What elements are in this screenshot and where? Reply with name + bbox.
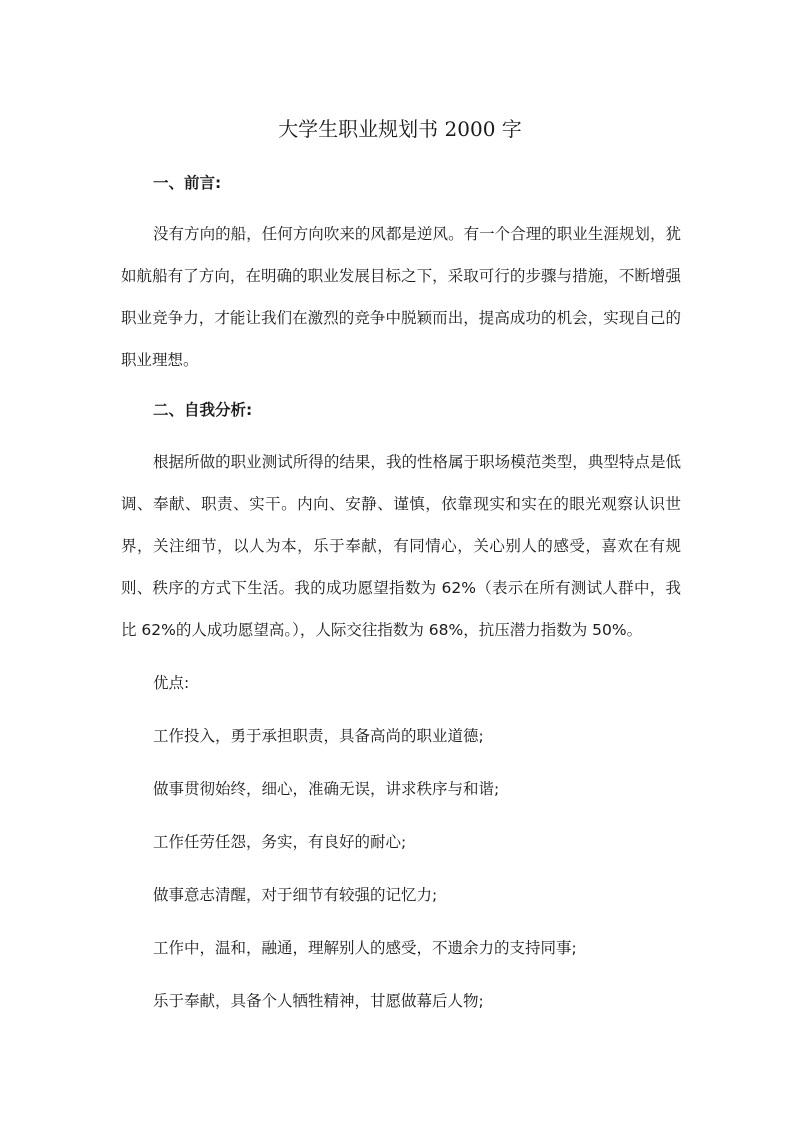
strength-item: 工作中，温和，融通，理解别人的感受，不遗余力的支持同事; [153,939,577,957]
document-title: 大学生职业规划书 2000 字 [278,117,522,141]
strength-item: 做事意志清醒，对于细节有较强的记忆力; [153,886,438,904]
strength-item: 乐于奉献，具备个人牺牲精神，甘愿做幕后人物; [153,992,484,1010]
preface-paragraph: 没有方向的船，任何方向吹来的风都是逆风。有一个合理的职业生涯规划，犹如航船有了方向，在明确的职业发展目标之下，采取可行的步骤与措施，不断增强职业竞争力，才能让我们在激烈的竞争中脱颖而出，提高成功的机会，实现自己的职业理想。 [121,225,681,369]
section-heading-self-analysis: 二、自我分析: [153,401,253,419]
self-analysis-paragraph: 根据所做的职业测试所得的结果，我的性格属于职场模范类型，典型特点是低调、奉献、职责、实干。内向、安静、谨慎，依靠现实和实在的眼光观察认识世界，关注细节，以人为本，乐于奉献，有同情心，关心别人的感受，喜欢在有规则、秩序的方式下生活。我的成功愿望指数为 62%（表示在所有测试人群中，我比 62%的人成功愿望高。），人际交往指数为 68%，抗压潜力指数为 50%。 [121,453,681,639]
strength-item: 工作任劳任怨，务实，有良好的耐心; [153,833,407,851]
strengths-label: 优点: [153,674,190,692]
section-heading-preface: 一、前言: [153,174,222,192]
strength-item: 做事贯彻始终，细心，准确无误，讲求秩序与和谐; [153,780,500,798]
strength-item: 工作投入，勇于承担职责，具备高尚的职业道德; [153,727,484,745]
